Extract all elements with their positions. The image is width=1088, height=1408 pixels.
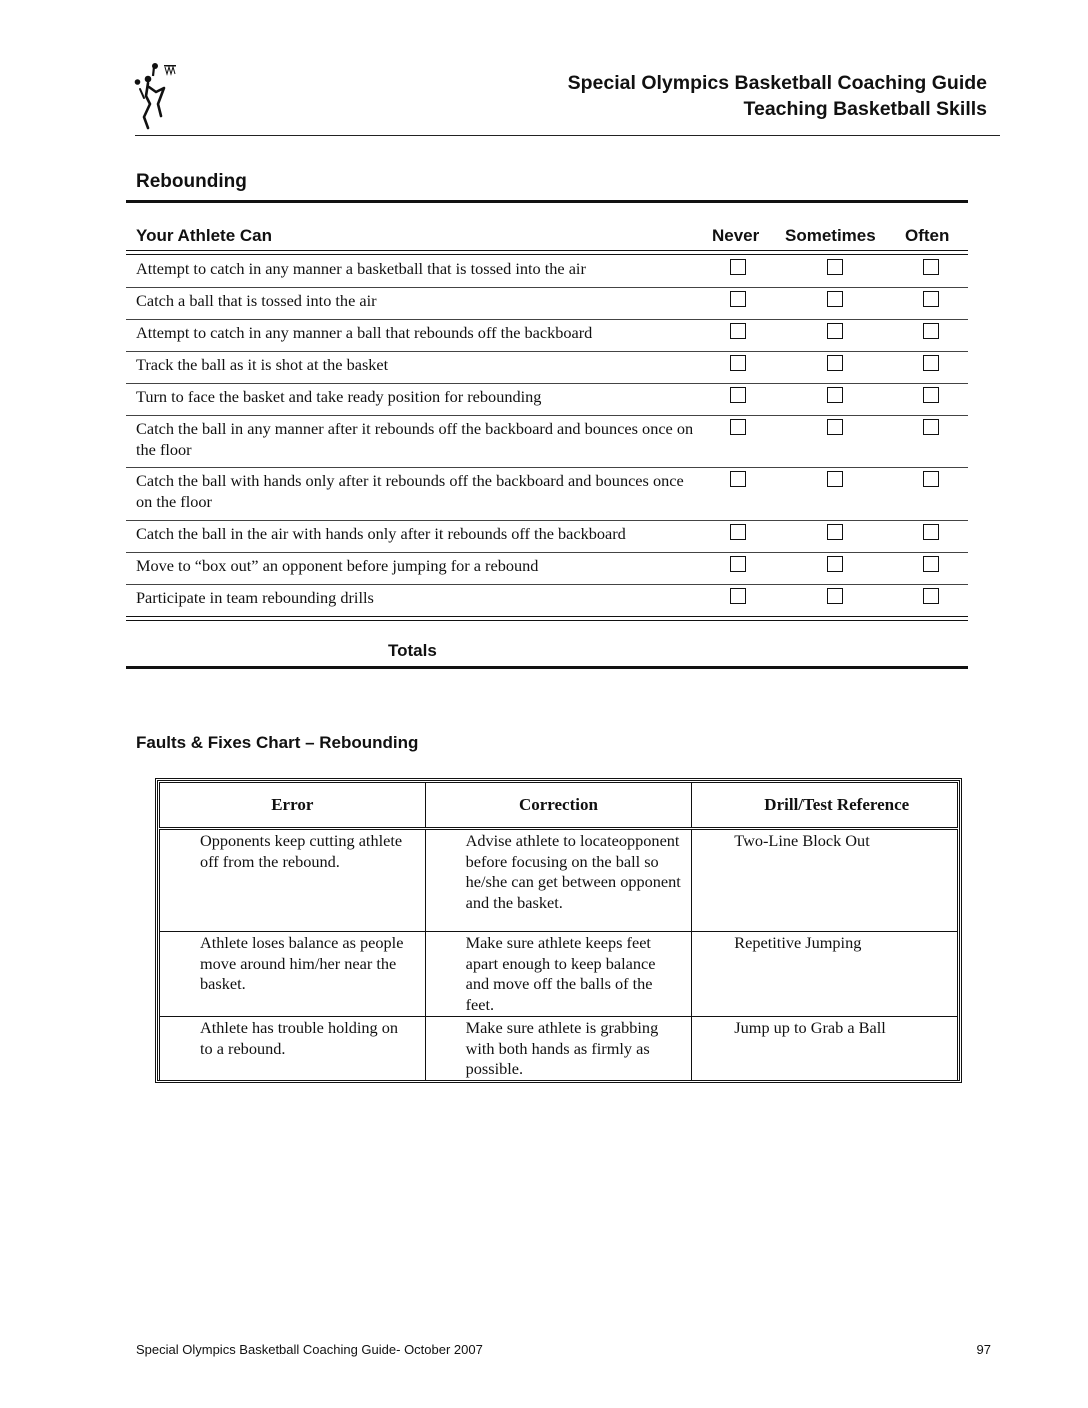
header-divider <box>135 135 1000 136</box>
basketball-player-logo-icon <box>134 62 180 132</box>
skills-table-bottom-rule <box>126 616 968 621</box>
column-header-sometimes: Sometimes <box>785 226 876 245</box>
totals-label: Totals <box>388 641 437 660</box>
drill-reference-cell: Two-Line Block Out <box>692 829 958 932</box>
often-checkbox[interactable] <box>923 259 939 275</box>
never-checkbox[interactable] <box>730 323 746 339</box>
document-header <box>568 70 987 122</box>
skill-text: Attempt to catch in any manner a ball that rebounds off the backboard <box>136 323 593 342</box>
skills-table-header <box>0 226 1088 246</box>
drill-reference-cell: Repetitive Jumping <box>692 932 958 1017</box>
sometimes-checkbox[interactable] <box>827 588 843 604</box>
sometimes-checkbox[interactable] <box>827 471 843 487</box>
table-row <box>126 553 968 585</box>
table-row <box>126 320 968 352</box>
section-title: Rebounding <box>136 171 247 192</box>
often-checkbox[interactable] <box>923 556 939 572</box>
error-cell: Opponents keep cutting athlete off from the rebound. <box>160 829 426 932</box>
never-checkbox[interactable] <box>730 588 746 604</box>
never-checkbox[interactable] <box>730 291 746 307</box>
page-number: 97 <box>976 1342 991 1357</box>
sometimes-checkbox[interactable] <box>827 419 843 435</box>
footer-text: Special Olympics Basketball Coaching Guide- October 2007 <box>136 1342 483 1357</box>
error-cell: Athlete loses balance as people move around him/her near the basket. <box>160 932 426 1017</box>
skill-text: Catch a ball that is tossed into the air <box>136 291 377 310</box>
sometimes-checkbox[interactable] <box>827 556 843 572</box>
skill-text: Turn to face the basket and take ready position for rebounding <box>136 387 542 406</box>
never-checkbox[interactable] <box>730 259 746 275</box>
often-checkbox[interactable] <box>923 419 939 435</box>
correction-cell: Advise athlete to locateopponent before focusing on the ball so he/she can get between opponent and the basket. <box>425 829 692 932</box>
sometimes-checkbox[interactable] <box>827 259 843 275</box>
correction-cell: Make sure athlete keeps feet apart enough to keep balance and move off the balls of the feet. <box>425 932 692 1017</box>
often-checkbox[interactable] <box>923 387 939 403</box>
sometimes-checkbox[interactable] <box>827 355 843 371</box>
section-divider <box>126 200 968 203</box>
skills-table <box>126 256 968 617</box>
table-row <box>160 932 958 1017</box>
table-header-row <box>160 783 958 829</box>
often-checkbox[interactable] <box>923 355 939 371</box>
table-row <box>126 521 968 553</box>
faults-fixes-table <box>159 782 958 1081</box>
often-checkbox[interactable] <box>923 588 939 604</box>
column-header-correction: Correction <box>425 783 692 829</box>
skill-text: Catch the ball with hands only after it rebounds off the backboard and bounces once on the floor <box>136 471 684 511</box>
table-row <box>126 384 968 416</box>
never-checkbox[interactable] <box>730 524 746 540</box>
table-row <box>126 256 968 288</box>
column-header-error: Error <box>160 783 426 829</box>
skill-text: Attempt to catch in any manner a basketball that is tossed into the air <box>136 259 586 278</box>
header-chapter-title: Teaching Basketball Skills <box>743 98 987 120</box>
sometimes-checkbox[interactable] <box>827 291 843 307</box>
table-row <box>126 352 968 384</box>
table-row <box>160 829 958 932</box>
totals-rule <box>126 666 968 669</box>
never-checkbox[interactable] <box>730 355 746 371</box>
faults-fixes-title: Faults & Fixes Chart – Rebounding <box>136 733 419 752</box>
skill-text: Track the ball as it is shot at the basket <box>136 355 389 374</box>
column-header-drill-reference: Drill/Test Reference <box>692 783 958 829</box>
column-header-never: Never <box>712 226 760 245</box>
sometimes-checkbox[interactable] <box>827 323 843 339</box>
table-row <box>126 416 968 468</box>
never-checkbox[interactable] <box>730 387 746 403</box>
sometimes-checkbox[interactable] <box>827 524 843 540</box>
never-checkbox[interactable] <box>730 419 746 435</box>
table-row <box>126 288 968 320</box>
often-checkbox[interactable] <box>923 524 939 540</box>
drill-reference-cell: Jump up to Grab a Ball <box>692 1016 958 1080</box>
sometimes-checkbox[interactable] <box>827 387 843 403</box>
table-row <box>126 468 968 521</box>
skill-text: Catch the ball in the air with hands only after it rebounds off the backboard <box>136 524 626 543</box>
often-checkbox[interactable] <box>923 323 939 339</box>
header-guide-title: Special Olympics Basketball Coaching Guide <box>567 72 987 94</box>
never-checkbox[interactable] <box>730 471 746 487</box>
skill-text: Catch the ball in any manner after it rebounds off the backboard and bounces once on the floor <box>136 419 694 459</box>
never-checkbox[interactable] <box>730 556 746 572</box>
correction-cell: Make sure athlete is grabbing with both hands as firmly as possible. <box>425 1016 692 1080</box>
column-header-athlete-can: Your Athlete Can <box>136 226 273 245</box>
often-checkbox[interactable] <box>923 471 939 487</box>
error-cell: Athlete has trouble holding on to a rebound. <box>160 1016 426 1080</box>
column-header-often: Often <box>905 226 950 245</box>
skills-header-divider <box>126 250 968 255</box>
skill-text: Participate in team rebounding drills <box>136 588 374 607</box>
skill-text: Move to “box out” an opponent before jumping for a rebound <box>136 556 539 575</box>
often-checkbox[interactable] <box>923 291 939 307</box>
table-row <box>126 585 968 617</box>
table-row <box>160 1016 958 1080</box>
